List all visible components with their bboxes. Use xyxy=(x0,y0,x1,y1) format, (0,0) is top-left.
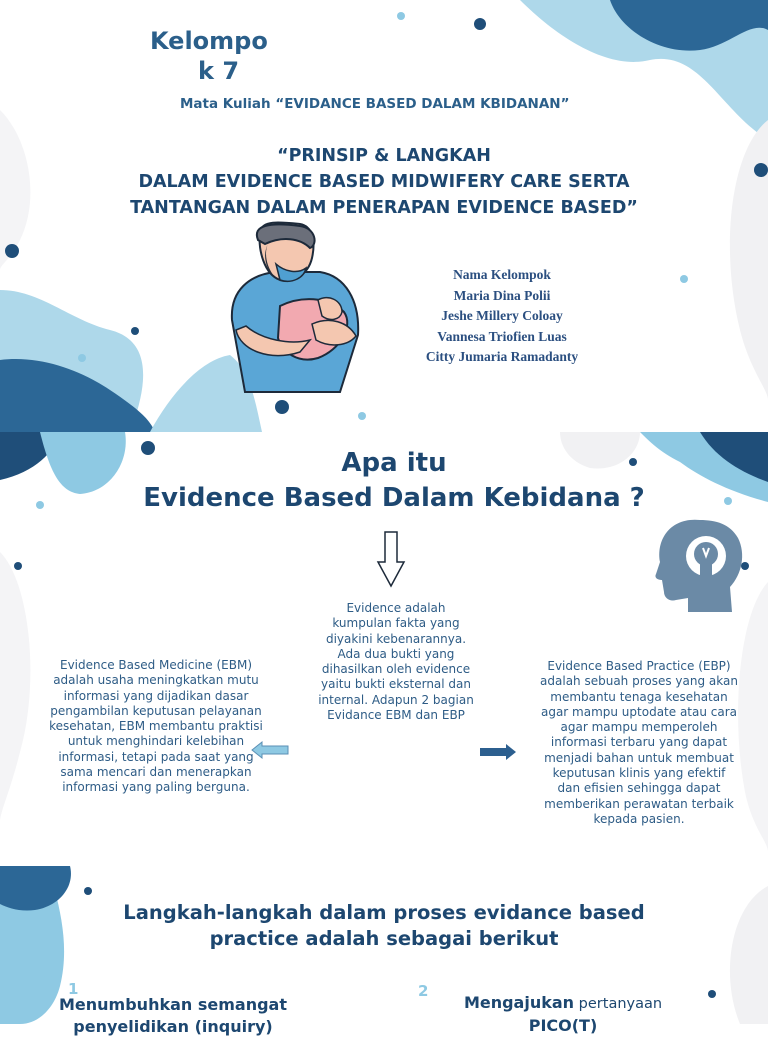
section-title xyxy=(84,446,704,516)
section-title-line1: Apa itu xyxy=(341,448,447,478)
step-number: 1 xyxy=(68,980,79,998)
dot xyxy=(131,327,139,335)
dot xyxy=(358,412,366,420)
slide-title xyxy=(0,0,768,432)
dot xyxy=(84,887,92,895)
step-2-text xyxy=(448,992,678,1037)
blob-left-dark xyxy=(0,866,71,911)
heading-line: TANTANGAN DALAM PENERAPAN EVIDENCE BASED” xyxy=(130,198,638,218)
member-list-label: Nama Kelompok xyxy=(453,267,551,282)
ebm-definition: Evidence Based Medicine (EBM) adalah usaha meningkatkan mutu informasi yang dijadikan dasar pengambilan keputusan pelayanan kesehatan, EBM membantu praktisi untuk menghindari kelebihan informasi, tetapi pada saat yang sama mencari dan menerapkan informasi yang paling berguna. xyxy=(49,658,263,795)
dot xyxy=(397,12,405,20)
step-2-line2: PICO(T) xyxy=(528,1016,598,1035)
blob-right-gray xyxy=(730,886,768,1024)
dot xyxy=(754,163,768,177)
dot xyxy=(708,990,716,998)
course-subtitle: Mata Kuliah “EVIDANCE BASED DALAM KBIDANAN” xyxy=(180,96,570,112)
dot xyxy=(44,974,52,982)
step-1-line1: Menumbuhkan semangat xyxy=(59,995,287,1014)
blob-right-gray xyxy=(730,120,768,400)
lightbulb-head-icon xyxy=(655,520,742,612)
dot xyxy=(474,18,486,30)
steps-title xyxy=(84,900,684,952)
right-arrow-icon xyxy=(480,744,516,760)
steps-title-line1: Langkah-langkah dalam proses evidance based xyxy=(123,901,645,924)
evidence-definition: Evidence adalah kumpulan fakta yang diyakini kebenarannya. Ada dua bukti yang dihasilkan oleh evidence yaitu bukti eksternal dan internal. Adapun 2 bagian Evidance EBM dan EBP xyxy=(318,601,474,723)
member-list xyxy=(402,265,602,368)
down-arrow-icon xyxy=(378,532,404,586)
dot xyxy=(680,275,688,283)
slide-definition xyxy=(0,432,768,866)
dot xyxy=(741,562,749,570)
member-name: Maria Dina Polii xyxy=(453,287,551,303)
section-title-line2: Evidence Based Dalam Kebidana ? xyxy=(143,483,645,513)
member-name: Vannesa Triofien Luas xyxy=(437,328,567,344)
step-number: 2 xyxy=(418,982,429,1000)
dot xyxy=(724,497,732,505)
group-title-line1: Kelompo xyxy=(150,27,268,55)
blob-right-gray xyxy=(738,582,768,852)
dot xyxy=(78,354,86,362)
blob-left-gray xyxy=(0,552,30,822)
dot xyxy=(275,400,289,414)
steps-title-line2: practice adalah sebagai berikut xyxy=(209,927,559,950)
presentation-heading xyxy=(84,143,684,221)
dot xyxy=(14,562,22,570)
group-title xyxy=(150,26,300,86)
heading-line: DALAM EVIDENCE BASED MIDWIFERY CARE SERTA xyxy=(138,172,630,192)
dot xyxy=(36,501,44,509)
heading-line: “PRINSIP & LANGKAH xyxy=(277,146,491,166)
slide-steps xyxy=(0,866,768,1036)
group-title-line2: k 7 xyxy=(198,57,240,85)
dot xyxy=(5,244,19,258)
ebp-definition: Evidence Based Practice (EBP) adalah sebuah proses yang akan membantu tenaga kesehatan agar mampu uptodate atau cara agar mampu memperoleh informasi terbaru yang dapat menjadi bahan untuk membuat keputusan klinis yang efektif dan efisien sehingga dapat memberikan perawatan terbaik kepada pasien. xyxy=(540,659,738,826)
step-1-line2: penyelidikan (inquiry) xyxy=(73,1017,273,1036)
step-1-text xyxy=(58,994,288,1038)
member-name: Jeshe Millery Coloay xyxy=(441,308,563,323)
member-name: Citty Jumaria Ramadanty xyxy=(425,349,579,364)
step-2-bold: Mengajukan xyxy=(463,993,575,1012)
midwife-illustration xyxy=(232,222,358,392)
step-2-normal: pertanyaan xyxy=(574,996,663,1012)
